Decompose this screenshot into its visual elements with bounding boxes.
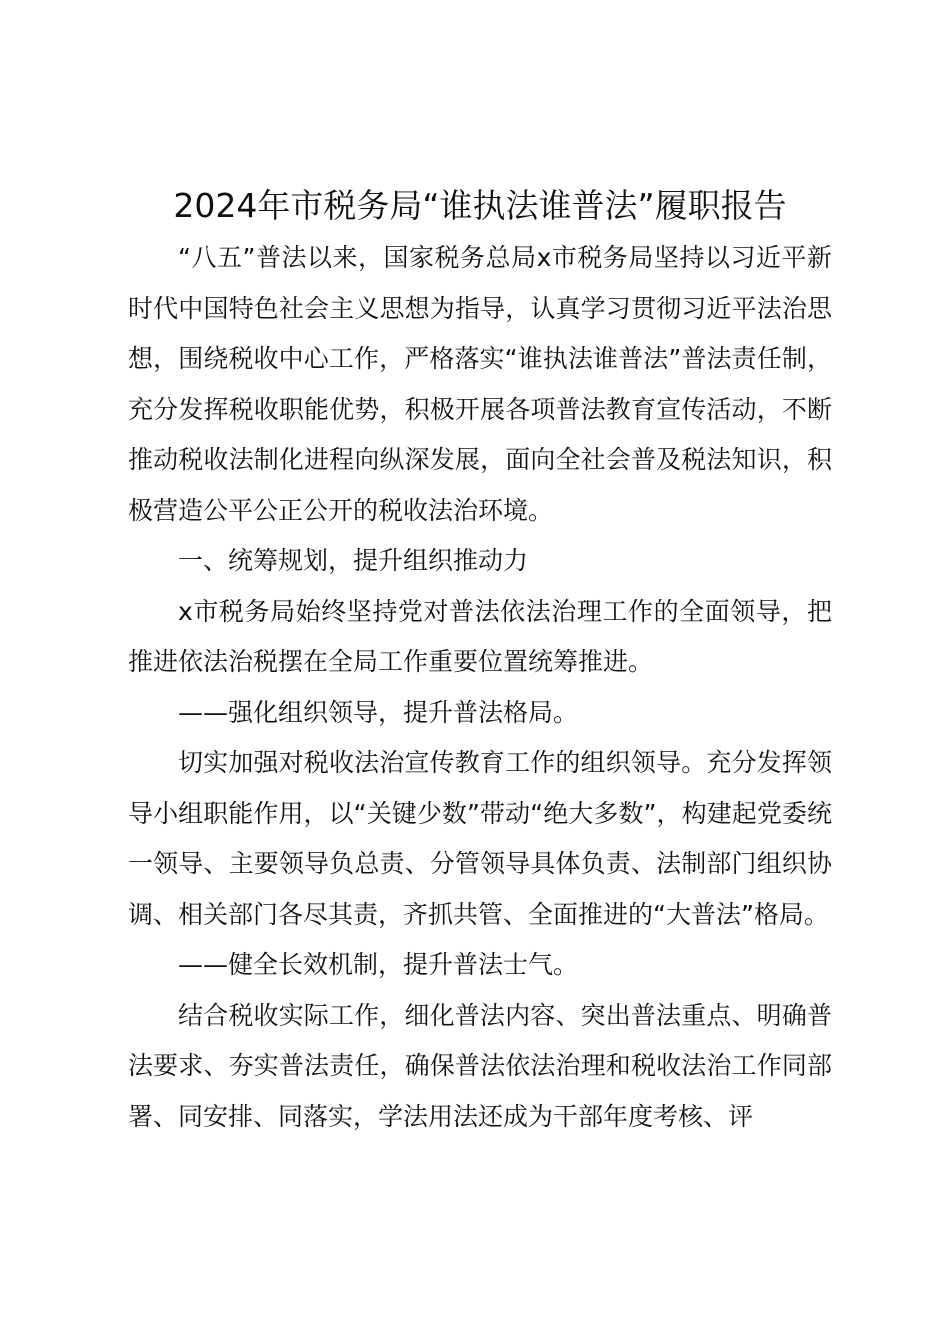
subheading-mechanism: ——健全长效机制，提升普法士气。: [178, 950, 579, 979]
leadership-paragraph: 切实加强对税收法治宣传教育工作的组织领导。充分发挥领导小组职能作用，以“关键少数”带动“绝大多数”，构建起党委统一领导、主要领导负总责、分管领导具体负责、法制部门组织协调、相关部门各尽其责，齐抓共管、全面推进的“大普法”格局。: [128, 748, 832, 929]
subheading-leadership: ——强化组织领导，提升普法格局。: [178, 697, 579, 727]
mechanism-paragraph: 结合税收实际工作，细化普法内容、突出普法重点、明确普法要求、夯实普法责任，确保普法依法治理和税收法治工作同部署、同安排、同落实，学法用法还成为干部年度考核、评: [128, 1000, 832, 1131]
intro-paragraph: “八五”普法以来，国家税务总局x市税务局坚持以习近平新时代中国特色社会主义思想为指导，认真学习贯彻习近平法治思想，围绕税收中心工作，严格落实“谁执法谁普法”普法责任制，充分发挥税收职能优势，积极开展各项普法教育宣传活动，不断推动税收法制化进程向纵深发展，面向全社会普及税法知识，积极营造公平公正公开的税收法治环境。: [128, 243, 832, 525]
section-heading-1: 一、统筹规划，提升组织推动力: [178, 546, 529, 575]
document-page: [128, 183, 832, 1142]
section-1-paragraph: x市税务局始终坚持党对普法依法治理工作的全面领导，把推进依法治税摆在全局工作重要位置统筹推进。: [128, 596, 832, 676]
document-title: 2024年市税务局“谁执法谁普法”履职报告: [173, 186, 787, 225]
